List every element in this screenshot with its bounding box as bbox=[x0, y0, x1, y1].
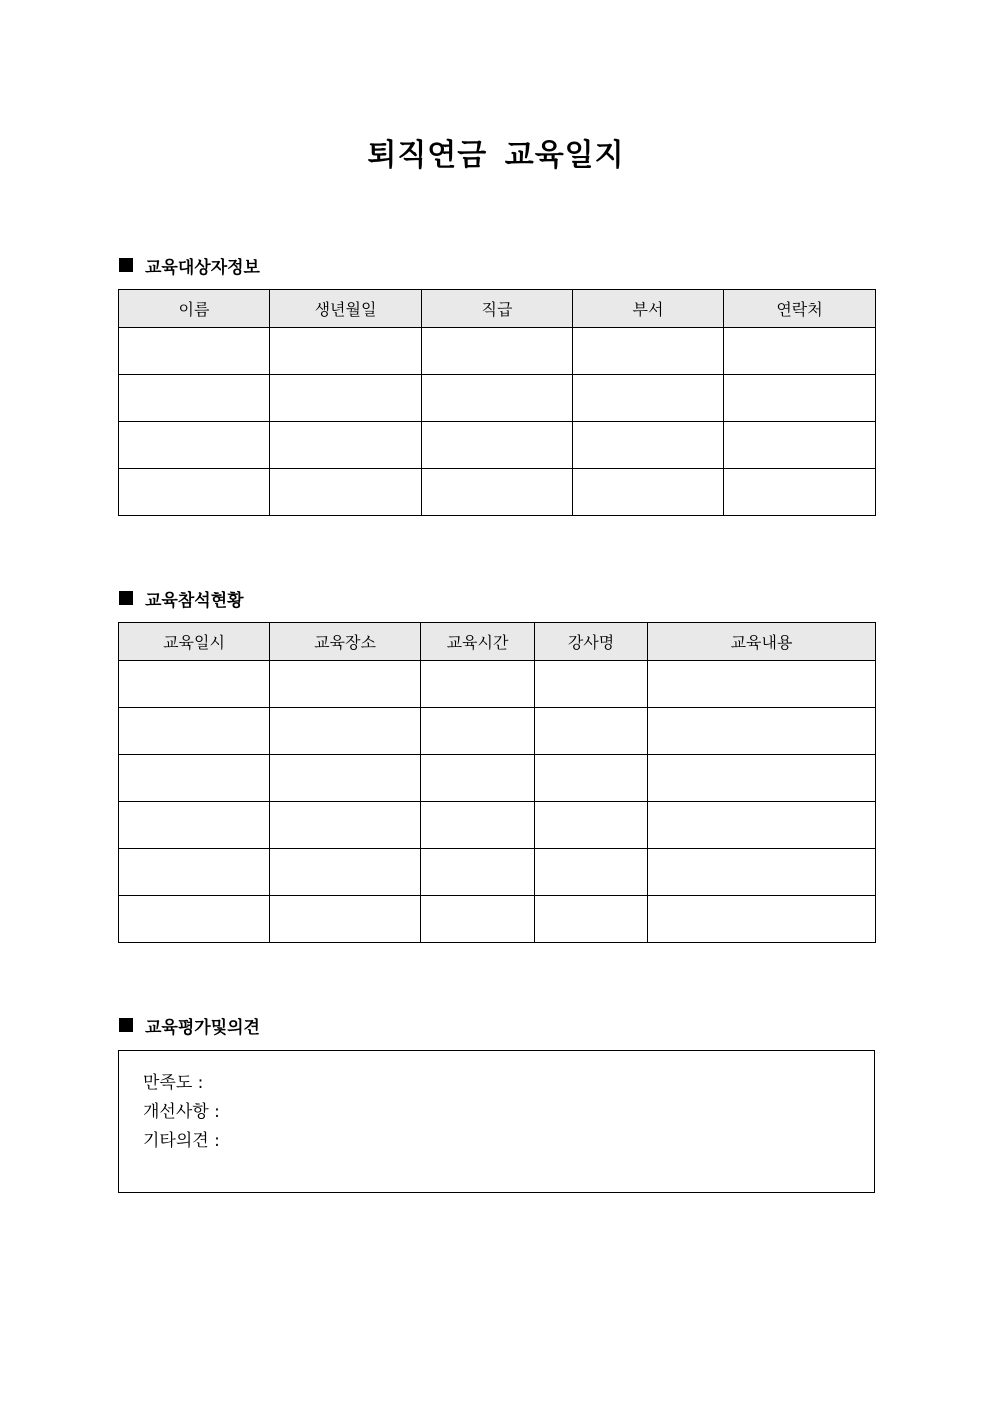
table-cell[interactable] bbox=[421, 661, 535, 708]
table-cell[interactable] bbox=[648, 661, 876, 708]
table-cell[interactable] bbox=[422, 375, 573, 422]
table-row bbox=[119, 849, 876, 896]
table-cell[interactable] bbox=[724, 328, 876, 375]
table-cell[interactable] bbox=[535, 661, 648, 708]
table-cell[interactable] bbox=[421, 708, 535, 755]
table-header-row bbox=[119, 623, 876, 661]
evaluation-opinion-box[interactable] bbox=[118, 1050, 875, 1193]
section-heading-label: 교육대상자정보 bbox=[145, 257, 260, 278]
section-heading-label: 교육참석현황 bbox=[145, 590, 244, 611]
section-heading-attendance bbox=[119, 585, 244, 611]
attendance-table bbox=[118, 622, 876, 943]
column-header-birthdate: 생년월일 bbox=[270, 290, 422, 328]
column-header-name: 이름 bbox=[119, 290, 270, 328]
table-cell[interactable] bbox=[421, 849, 535, 896]
column-header-instructor: 강사명 bbox=[535, 623, 648, 661]
table-cell[interactable] bbox=[119, 755, 270, 802]
table-cell[interactable] bbox=[535, 849, 648, 896]
table-header-row bbox=[119, 290, 876, 328]
trainee-info-table bbox=[118, 289, 876, 516]
table-cell[interactable] bbox=[119, 469, 270, 516]
table-row bbox=[119, 896, 876, 943]
table-cell[interactable] bbox=[270, 375, 422, 422]
table-cell[interactable] bbox=[119, 802, 270, 849]
column-header-contact: 연락처 bbox=[724, 290, 876, 328]
table-cell[interactable] bbox=[270, 755, 421, 802]
table-cell[interactable] bbox=[648, 755, 876, 802]
table-cell[interactable] bbox=[270, 328, 422, 375]
table-cell[interactable] bbox=[535, 802, 648, 849]
table-row bbox=[119, 755, 876, 802]
section-heading-evaluation bbox=[119, 1012, 260, 1038]
table-cell[interactable] bbox=[119, 328, 270, 375]
page-title: 퇴직연금 교육일지 bbox=[367, 138, 625, 173]
table-cell[interactable] bbox=[724, 422, 876, 469]
table-cell[interactable] bbox=[270, 661, 421, 708]
black-square-bullet-icon bbox=[119, 258, 133, 272]
table-cell[interactable] bbox=[119, 896, 270, 943]
table-cell[interactable] bbox=[270, 896, 421, 943]
table-cell[interactable] bbox=[421, 802, 535, 849]
table-cell[interactable] bbox=[421, 896, 535, 943]
table-cell[interactable] bbox=[573, 422, 724, 469]
table-cell[interactable] bbox=[422, 469, 573, 516]
other-opinions-label: 기타의견 : bbox=[143, 1131, 220, 1151]
opinion-lines bbox=[143, 1069, 220, 1156]
table-cell[interactable] bbox=[270, 802, 421, 849]
table-cell[interactable] bbox=[573, 375, 724, 422]
table-cell[interactable] bbox=[573, 469, 724, 516]
table-cell[interactable] bbox=[270, 849, 421, 896]
column-header-department: 부서 bbox=[573, 290, 724, 328]
column-header-position: 직급 bbox=[422, 290, 573, 328]
table-cell[interactable] bbox=[724, 469, 876, 516]
table-cell[interactable] bbox=[648, 849, 876, 896]
section-heading-trainee-info bbox=[119, 252, 260, 278]
section-heading-label: 교육평가및의견 bbox=[145, 1017, 260, 1038]
table-cell[interactable] bbox=[422, 328, 573, 375]
improvements-label: 개선사항 : bbox=[143, 1102, 220, 1122]
table-cell[interactable] bbox=[648, 708, 876, 755]
column-header-training-datetime: 교육일시 bbox=[119, 623, 270, 661]
black-square-bullet-icon bbox=[119, 591, 133, 605]
table-row bbox=[119, 328, 876, 375]
table-cell[interactable] bbox=[648, 896, 876, 943]
table-row bbox=[119, 708, 876, 755]
table-cell[interactable] bbox=[119, 849, 270, 896]
column-header-training-content: 교육내용 bbox=[648, 623, 876, 661]
column-header-training-location: 교육장소 bbox=[270, 623, 421, 661]
table-cell[interactable] bbox=[270, 469, 422, 516]
table-row bbox=[119, 422, 876, 469]
table-cell[interactable] bbox=[119, 661, 270, 708]
table-cell[interactable] bbox=[422, 422, 573, 469]
table-row bbox=[119, 469, 876, 516]
table-cell[interactable] bbox=[119, 375, 270, 422]
column-header-training-hours: 교육시간 bbox=[421, 623, 535, 661]
table-cell[interactable] bbox=[119, 708, 270, 755]
table-cell[interactable] bbox=[270, 708, 421, 755]
table-cell[interactable] bbox=[270, 422, 422, 469]
table-cell[interactable] bbox=[535, 896, 648, 943]
table-row bbox=[119, 375, 876, 422]
table-row bbox=[119, 802, 876, 849]
table-cell[interactable] bbox=[535, 755, 648, 802]
table-cell[interactable] bbox=[648, 802, 876, 849]
black-square-bullet-icon bbox=[119, 1018, 133, 1032]
table-row bbox=[119, 661, 876, 708]
table-cell[interactable] bbox=[573, 328, 724, 375]
table-cell[interactable] bbox=[535, 708, 648, 755]
table-cell[interactable] bbox=[421, 755, 535, 802]
table-cell[interactable] bbox=[724, 375, 876, 422]
satisfaction-label: 만족도 : bbox=[143, 1073, 204, 1093]
table-cell[interactable] bbox=[119, 422, 270, 469]
